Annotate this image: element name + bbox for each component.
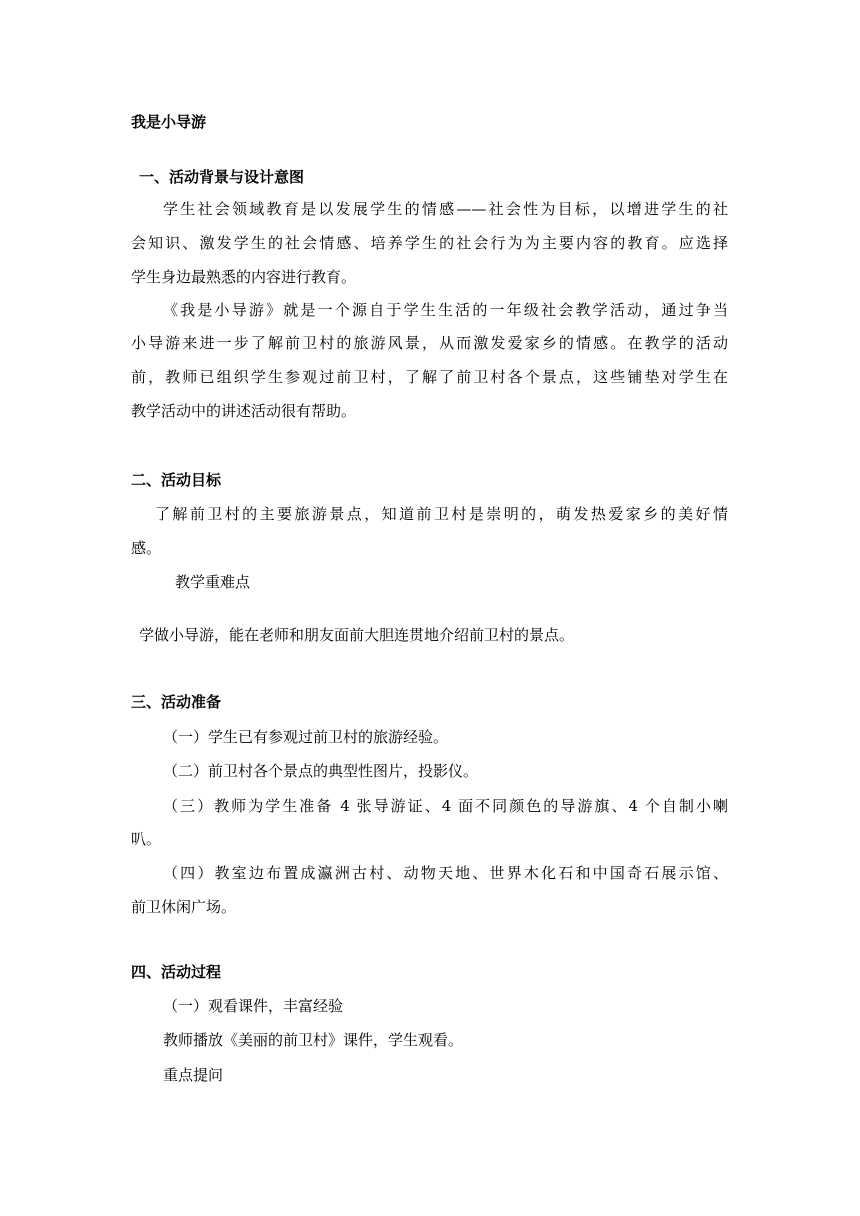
paragraph-line: 感。 [131,539,162,557]
section-heading-background: 一、活动背景与设计意图 [139,168,305,186]
paragraph-line: 教师播放《美丽的前卫村》课件，学生观看。 [163,1031,464,1049]
section-heading-process: 四、活动过程 [131,963,222,981]
section-heading-preparation: 三、活动准备 [131,693,222,711]
key-points-label: 教学重难点 [175,573,251,591]
list-item-continuation: 叭。 [131,830,162,848]
paragraph-line: 教学活动中的讲述活动很有帮助。 [131,402,357,420]
list-item: （一）观看课件，丰富经验 [163,997,344,1015]
list-item: （一）学生已有参观过前卫村的旅游经验。 [163,728,449,746]
paragraph-line: 了解前卫村的主要旅游景点，知道前卫村是崇明的，萌发热爱家乡的美好情 [155,505,728,523]
paragraph-line: 小导游来进一步了解前卫村的旅游风景，从而激发爱家乡的情感。在教学的活动 [131,334,728,352]
list-item: （二）前卫村各个景点的典型性图片，投影仪。 [163,762,479,780]
paragraph-line: 《我是小导游》就是一个源自于学生生活的一年级社会教学活动，通过争当 [163,301,728,319]
list-item: （三）教师为学生准备 4 张导游证、4 面不同颜色的导游旗、4 个自制小喇 [163,797,728,815]
paragraph-line: 学生身边最熟悉的内容进行教育。 [131,268,357,286]
paragraph-line: 前，教师已组织学生参观过前卫村，了解了前卫村各个景点，这些铺垫对学生在 [131,368,728,386]
paragraph-line: 会知识、激发学生的社会情感、培养学生的社会行为为主要内容的教育。应选择 [131,234,728,252]
key-points-text: 学做小导游，能在老师和朋友面前大胆连贯地介绍前卫村的景点。 [139,626,575,644]
document-title: 我是小导游 [131,113,207,131]
list-item-continuation: 前卫休闲广场。 [131,898,237,916]
paragraph-line: 学生社会领域教育是以发展学生的情感——社会性为目标，以增进学生的社 [163,200,728,218]
section-heading-goals: 二、活动目标 [131,471,222,489]
list-item: （四）教室边布置成瀛洲古村、动物天地、世界木化石和中国奇石展示馆、 [163,864,728,882]
paragraph-line: 重点提问 [163,1066,224,1084]
